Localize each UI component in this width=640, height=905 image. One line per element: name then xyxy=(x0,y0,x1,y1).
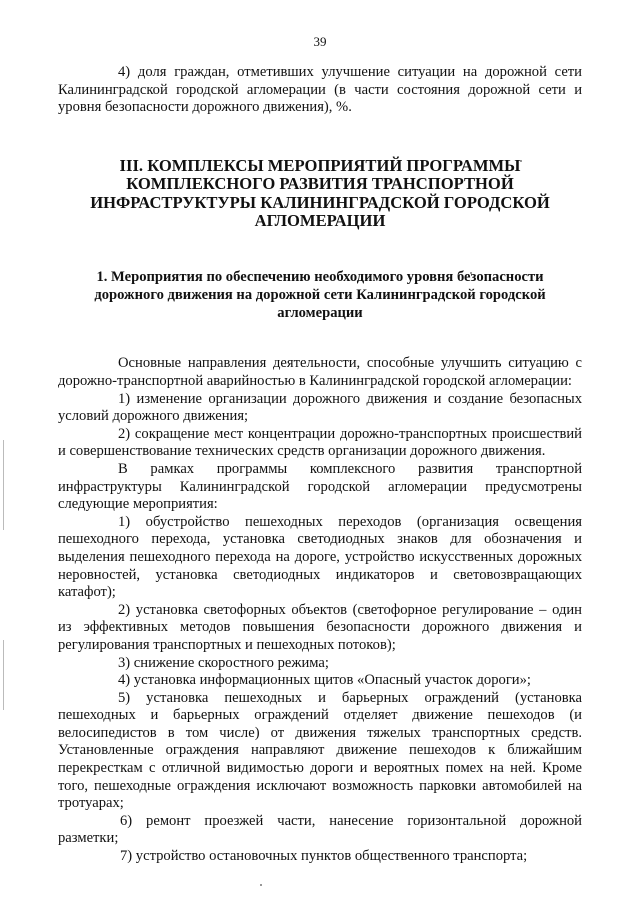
list-item: 1) обустройство пешеходных переходов (организация освещения пешеходного перехода, установка светодиодных знаков для обозначения и выделения пешеходного перехода на дороге, устройство искусственных дорожных неровностей, установка светодиодных индикаторов и световозвращающих катафот); xyxy=(58,513,582,601)
spacer xyxy=(58,322,582,355)
list-item: 1) изменение организации дорожного движения и создание безопасных условий дорожного движения; xyxy=(58,390,582,425)
paragraph: Основные направления деятельности, способные улучшить ситуацию с дорожно-транспортной аварийностью в Калининградской городской агломерации: xyxy=(58,355,582,389)
list-item: 4) установка информационных щитов «Опасный участок дороги»; xyxy=(118,672,531,689)
scan-speck xyxy=(260,884,262,886)
page-number: 39 xyxy=(313,34,327,49)
document-body xyxy=(58,64,582,866)
list-item: 6) ремонт проезжей части, нанесение горизонтальной дорожной разметки; xyxy=(58,812,582,847)
list-item: 2) установка светофорных объектов (светофорное регулирование – один из эффективных методов повышения безопасности дорожного движения и регулирования транспортных и пешеходных потоков); xyxy=(58,601,582,653)
intro-list-item: 4) доля граждан, отметивших улучшение ситуации на дорожной сети Калининградской городской агломерации (в части состояния дорожной сети и уровня безопасности дорожного движения), %. xyxy=(58,64,582,116)
section-title: III. КОМПЛЕКСЫ МЕРОПРИЯТИЙ ПРОГРАММЫ КОМПЛЕКСНОГО РАЗВИТИЯ ТРАНСПОРТНОЙ ИНФРАСТРУКТУРЫ КАЛИНИНГРАДСКОЙ ГОРОДСКОЙ АГЛОМЕРАЦИИ xyxy=(90,155,550,230)
list-item: 5) установка пешеходных и барьерных ограждений (установка пешеходных и барьерных ограждений отделяет движение пешеходов (и велосипедистов в том числе) от движения тяжелых транспортных средств. Установленные ограждения направляют движение пешеходов к ближайшим перекресткам с отличной видимостью дороги и вероятных помех на ней. Кроме того, пешеходные ограждения исключают возможность парковки автомобилей на тротуарах; xyxy=(58,689,582,812)
scan-margin-mark xyxy=(3,640,4,710)
list-item: 2) сокращение мест концентрации дорожно-транспортных происшествий и совершенствование технических средств организации дорожного движения. xyxy=(58,425,582,460)
list-item: 3) снижение скоростного режима; xyxy=(118,654,329,671)
list-item: 7) устройство остановочных пунктов общественного транспорта; xyxy=(120,848,528,865)
paragraph: В рамках программы комплексного развития транспортной инфраструктуры Калининградской городской агломерации предусмотрены следующие мероприятия: xyxy=(58,460,582,513)
scan-margin-mark xyxy=(3,440,4,530)
subsection-title: 1. Мероприятия по обеспечению необходимого уровня безопасности дорожного движения на дорожной сети Калининградской городской агломерации xyxy=(94,269,546,322)
